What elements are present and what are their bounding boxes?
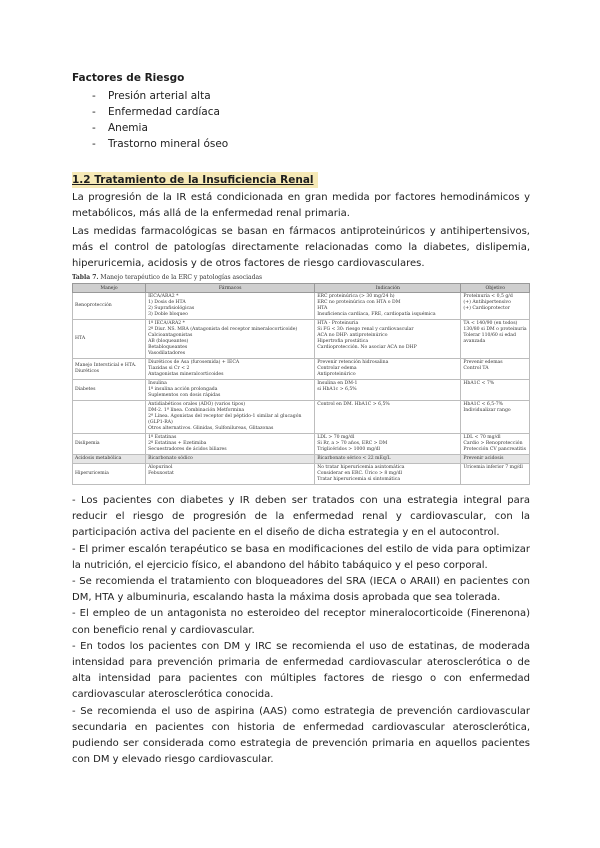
table-cell-manejo: Renoprotección [73,293,146,320]
table-cell-farmacos: Alopurinol Febuxostat [146,464,315,485]
treatment-table [72,283,530,485]
paragraph: Las medidas farmacológicas se basan en fármacos antiproteinúricos y antihipertensivos, más el control de patologías directamente relacionadas como la diabetes, dislipemia, hiperuricemia, acidosis y de otros factores de riesgo cardiovasculares. [72,226,530,269]
table-cell-objetivo: TA < 140/90 (en todos) 130/80 si DM o proteinuria Tolerar 110/60 si edad avanzada [461,320,530,359]
table-cell-indicacion: No tratar hiperuricemia asintomática Considerar en ERC. Úrico > 8 mg/dl Tratar hiperuricemia si sintomática [315,464,461,485]
table-cell-farmacos: Antidiabéticos orales (ADO) (varios tipos) DM-2. 1ª línea. Combinación Metformina 2ª Línea. Agonistas del receptor del péptido-1 similar al glucagón (GLP1-RA) Otros alternativos. Glinidas, Sulfonilureas, Glitazonas [146,401,315,434]
table-cell-objetivo: Prevenir acidosis [461,455,530,464]
table-cell-farmacos: 1º Estatinas 2º Estatinas + Ezetimiba Secuestradores de ácidos biliares [146,434,315,455]
bullet-paragraph: - El primer escalón terapéutico se basa en modificaciones del estilo de vida para optimizar la nutrición, el ejercicio físico, el abandono del hábito tabáquico y el peso corporal. [72,543,530,571]
table-row [73,293,530,320]
bullet-paragraph: - En todos los pacientes con DM y IRC se recomienda el uso de estatinas, de moderada intensidad para prevención primaria de enfermedad cardiovascular aterosclerótica o de alta intensidad para pacientes con múltiples factores de riesgo o con enfermedad cardiovascular aterosclerótica conocida. [72,640,530,701]
table-row [73,359,530,380]
table-cell-farmacos: Insulina 1º insulina acción prolongada Suplementos con dosis rápidas [146,380,315,401]
table-cell-objetivo: HbA1C < 6,5-7% Individualizar rango [461,401,530,434]
risk-factors-list [72,88,530,152]
table-row [73,464,530,485]
table-cell-manejo: Acidosis metabólica [73,455,146,464]
list-item: - Trastorno mineral óseo [92,138,229,150]
table-header-row [73,284,530,293]
table-cell-objetivo: Proteinuria < 0,5 g/d (+) Antihipertensivo (+) Cardioprotector [461,293,530,320]
section-title: 1.2 Tratamiento de la Insuficiencia Renal [72,172,318,188]
table-cell-farmacos: Diuréticos de Asa (furosemida) + IECA Tiazidas si Cr < 2 Antagonistas mineralcorticoides [146,359,315,380]
table-cell-indicacion: Control en DM. HbA1C > 6,5% [315,401,461,434]
column-header: Fármacos [146,284,315,293]
table-row [73,401,530,434]
table-cell-manejo [73,401,146,434]
table-cell-manejo: Hiperuricemia [73,464,146,485]
column-header: Manejo [73,284,146,293]
table-cell-indicacion: Bicarbonato sérico < 22 mEq/L [315,455,461,464]
table-cell-indicacion: Insulina en DM-1 si HbA1c > 6,5% [315,380,461,401]
table-row [73,434,530,455]
column-header: Indicación [315,284,461,293]
table-cell-objetivo: LDL < 70 mg/dl Cardio > Renoprotección Protección CV pancreatitis [461,434,530,455]
table-body [73,293,530,485]
table-cell-farmacos: 1º IECA/ARA2 * 2º Diur. NS. MRA (Antagonista del receptor mineralocorticoide) Calcioantagonistas AB (bloqueantes) Betabloqueantes Vasodilatadores [146,320,315,359]
table-cell-farmacos: IECA/ARA2 * 1) Dosis de HTA 2) Suprafisiológicas 3) Doble bloqueo [146,293,315,320]
list-item: - Presión arterial alta [92,90,211,102]
table-cell-indicacion: Prevenir retención hidrosalina Controlar edema Antiproteinúrico [315,359,461,380]
bullet-paragraph: - El empleo de un antagonista no esteroideo del receptor mineralocorticoide (Finerenona) con beneficio renal y cardiovascular. [72,608,530,636]
risk-factors-heading: Factores de Riesgo [72,72,185,84]
column-header: Objetivo [461,284,530,293]
table-cell-farmacos: Bicarbonato sódico [146,455,315,464]
table-cell-manejo: Manejo Intersticial e HTA. Diuréticos [73,359,146,380]
table-row [73,380,530,401]
table-cell-indicacion: LDL > 70 mg/dl Si Rr, a > 70 años, ERC > DM Triglicéridos > 1000 mg/dl [315,434,461,455]
recommendations [72,493,530,768]
paragraph: La progresión de la IR está condicionada en gran medida por factores hemodinámicos y metabólicos, más allá de la enfermedad renal primaria. [72,192,530,219]
table-row [73,455,530,464]
table-cell-manejo: Dislipemia [73,434,146,455]
table-row [73,320,530,359]
list-item: - Enfermedad cardíaca [92,106,220,118]
table-cell-manejo: HTA [73,320,146,359]
table-cell-objetivo: Prevenir edemas Control TA [461,359,530,380]
bullet-paragraph: - Se recomienda el uso de aspirina (AAS) como estrategia de prevención cardiovascular secundaria en pacientes con historia de enfermedad cardiovascular aterosclerótica, pudiendo ser considerada como estrategia de prevención primaria en aquellos pacientes con DM y elevado riesgo cardiovascular. [72,705,530,766]
table-cell-objetivo: HbA1C < 7% [461,380,530,401]
bullet-paragraph: - Los pacientes con diabetes y IR deben ser tratados con una estrategia integral para reducir el riesgo de progresión de la enfermedad renal y cardiovascular, con la participación activa del paciente en el diseño de dicha estrategia y en el autocontrol. [72,495,530,539]
table-cell-indicacion: HTA - Proteinuria Si FG < 30: riesgo renal y cardiovascular ACA no DHP: antiproteinúrico Hipertrofia prostática Cardioprotección. No asociar ACA no DHP [315,320,461,359]
list-item: - Anemia [92,122,148,134]
table-cell-indicacion: ERC proteinúrica (> 30 mg/24 h) ERC no proteinúrica con HTA o DM HTA Insuficiencia cardíaca, FRE, cardiopatía isquémica [315,293,461,320]
table-caption: Tabla 7. Manejo terapéutico de la ERC y patologías asociadas [72,274,263,281]
table-cell-manejo: Diabetes [73,380,146,401]
bullet-paragraph: - Se recomienda el tratamiento con bloqueadores del SRA (IECA o ARAII) en pacientes con DM, HTA y albuminuria, escalando hasta la máxima dosis aprobada que sea tolerada. [72,576,530,604]
document-page [72,72,530,768]
table-cell-objetivo: Uricemia inferior 7 mg/dl [461,464,530,485]
